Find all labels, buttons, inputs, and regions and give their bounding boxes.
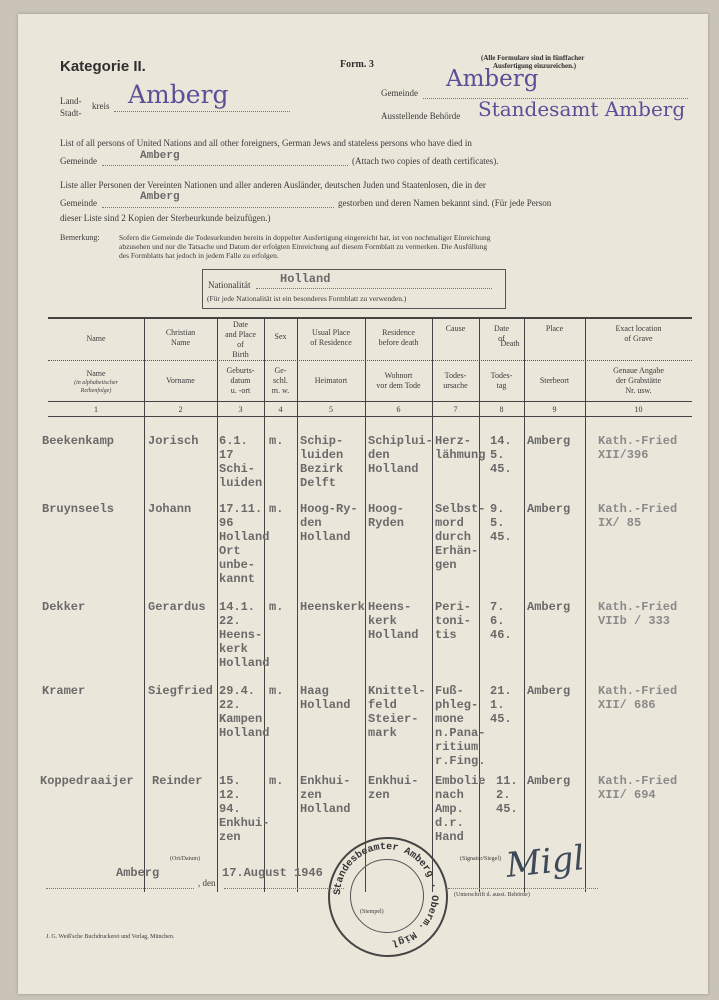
table-row-3-sterbeort: Amberg [527,600,571,614]
header-en-death: Death [500,339,520,348]
table-row-4-name: Kramer [42,684,86,698]
stempel-label: (Stempel) [360,909,384,915]
header-de-name: Name [86,369,106,378]
col-number-10: 10 [634,405,643,414]
stamp-ring-text [328,837,444,953]
table-row-2-geschlecht: m. [269,502,284,516]
header-en-grave: Exact location of Grave [615,324,662,343]
nationality-value: Holland [280,272,331,286]
intro-german-line2-suffix: gestorben und deren Namen bekannt sind. (Für jede Person [338,198,552,208]
header-de-grabstaette: Genaue Angabe der Grabstätte Nr. usw. [613,366,664,395]
bemerkung-line3: des Formblatts hat jedoch in jedem Falle zu erfolgen. [119,251,279,260]
header-en-cause: Cause [445,324,466,333]
table-row-4-geburt: 29.4. 22. Kampen Holland [219,684,270,740]
header-en-residence-before-death: Residence before death [378,328,419,347]
table-row-2-name: Bruynseels [42,502,115,516]
kreis-label: kreis [92,101,110,111]
document-sheet [18,14,708,994]
table-row-1-geschlecht: m. [269,434,284,448]
table-row-4-sterbeort: Amberg [527,684,571,698]
table-row-5-grab: Kath.-Fried XII/ 694 [598,774,678,802]
intro-german-gemeinde-value: Amberg [140,191,180,203]
table-row-3-vorname: Gerardus [148,600,206,614]
bemerkung-label: Bemerkung: [60,233,100,242]
col-number-5: 5 [329,405,333,414]
header-de-todesursache: Todes- ursache [443,371,468,390]
col-number-9: 9 [552,405,557,414]
table-row-1-geburt: 6.1. 17 Schi- luiden [219,434,263,490]
table-row-1-vorname: Jorisch [148,434,199,448]
land-label: Land- [60,96,82,106]
table-row-5-ursache: Embolie nach Amp. d.r. Hand [435,774,486,844]
table-row-5-geburt: 15. 12. 94. Enkhui- zen [219,774,270,844]
ort-datum-label: (Ort/Datum) [170,856,200,862]
col-number-3: 3 [238,405,243,414]
table-row-1-grab: Kath.-Fried XII/396 [598,434,678,462]
intro-german-line1: Liste aller Personen der Vereinten Nationen und aller anderen Ausländer, deutschen Juden und Staatenlosen, die in der [60,180,486,190]
form-note-2: Ausfertigung einzureichen.) [493,62,577,70]
col-divider-2 [217,317,218,892]
intro-english-gemeinde-value: Amberg [140,150,180,162]
ort-line [46,888,194,889]
handwritten-signature: Migl [504,838,587,886]
table-row-4-grab: Kath.-Fried XII/ 686 [598,684,678,712]
table-row-4-wohnort: Knittel- feld Steier- mark [368,684,426,740]
header-en-name: Name [86,334,106,343]
stadt-label: Stadt- [60,108,82,118]
table-row-1-name: Beekenkamp [42,434,115,448]
form-number: Form. 3 [340,59,374,70]
header-de-name-note: (in alphabetischer Reihenfolge) [74,380,118,394]
behoerde-label: Ausstellende Behörde [381,111,461,121]
col-divider-6 [432,317,433,892]
kategorie-label: Kategorie II. [60,58,146,75]
official-round-stamp [328,837,448,957]
table-row-5-todestag: 11. 2. 45. [496,774,518,816]
intro-german-gemeinde-label: Gemeinde [60,198,97,208]
signatur-label: (Signatur/Siegel) [460,856,501,862]
nationality-label: Nationalität [208,280,251,290]
header-en-birth: Date and Place of Birth [225,320,256,359]
gemeinde-stamp: Amberg [446,66,539,92]
col-number-4: 4 [278,405,283,414]
header-en-christian-name: Christian Name [165,328,196,347]
header-de-todestag: Todes- tag [490,371,513,390]
nationality-line [256,288,492,289]
table-row-4-heimatort: Haag Holland [300,684,351,712]
table-row-1-ursache: Herz- lähmung [435,434,486,462]
header-en-usual-residence: Usual Place of Residence [310,328,352,347]
col-number-8: 8 [499,405,504,414]
behoerde-stamp: Standesamt Amberg [478,97,686,121]
den-label: , den [198,878,216,888]
table-row-1-wohnort: Schiplui- den Holland [368,434,433,476]
intro-english-line [102,165,348,166]
table-row-2-todestag: 9. 5. 45. [490,502,512,544]
table-row-4-ursache: Fuß- phleg- mone n.Pana- ritium r.Fing. [435,684,486,768]
date-value: 17.August 1946 [222,866,323,880]
date-line [224,888,344,889]
table-row-5-vorname: Reinder [152,774,203,788]
header-de-heimatort: Heimatort [314,376,348,385]
intro-english-suffix: (Attach two copies of death certificates). [352,156,499,166]
table-row-5-name: Koppedraaijer [40,774,134,788]
col-number-6: 6 [396,405,401,414]
table-row-3-ursache: Peri- toni- tis [435,600,472,642]
ort-value: Amberg [116,866,160,880]
kreis-line [114,111,290,112]
gemeinde-label: Gemeinde [381,88,418,98]
form-note-1: (Alle Formulare sind in fünffacher [481,54,585,62]
table-row-2-wohnort: Hoog- Ryden [368,502,405,530]
bemerkung-line2: abzusehen und nur die Tatsache und Datum der erfolgten Einreichung auf diesem Formblatt zu vermerken. Die Ausfüllung [119,242,488,251]
col-divider-8 [524,317,525,892]
header-en-place: Place [545,324,564,333]
table-row-2-heimatort: Hoog-Ry- den Holland [300,502,358,544]
table-row-4-todestag: 21. 1. 45. [490,684,512,726]
header-de-vorname: Vorname [166,376,195,385]
header-en-sex: Sex [274,332,287,341]
nationality-note: (Für jede Nationalität ist ein besonderes Formblatt zu verwenden.) [207,294,407,303]
unterschrift-label: (Unterschrift d. ausst. Behörde) [454,892,530,898]
header-de-geburt: Geburts- datum u. -ort [226,366,255,395]
col-divider-5 [365,317,366,892]
table-row-1-todestag: 14. 5. 45. [490,434,512,476]
table-row-3-heimatort: Heenskerk [300,600,365,614]
col-divider-4 [297,317,298,892]
svg-text:Standesbeamter Amberg · Oberm.: Standesbeamter Amberg · Oberm. Migl [332,841,440,948]
bemerkung-line1: Sofern die Gemeinde die Todesurkunden bereits in doppelter Ausfertigung eingereicht hat, ist von nochmaliger Einreichung [119,233,491,242]
table-row-4-vorname: Siegfried [148,684,213,698]
table-row-1-heimatort: Schip- luiden Bezirk Delft [300,434,344,490]
signature-line [448,888,598,889]
table-row-3-wohnort: Heens- kerk Holland [368,600,419,642]
table-row-2-ursache: Selbst- mord durch Erhän- gen [435,502,486,572]
table-row-3-geschlecht: m. [269,600,284,614]
table-row-1-sterbeort: Amberg [527,434,571,448]
intro-english-line1: List of all persons of United Nations and all other foreigners, German Jews and stateless persons who have died in [60,138,472,148]
table-row-5-heimatort: Enkhui- zen Holland [300,774,351,816]
table-row-2-sterbeort: Amberg [527,502,571,516]
intro-english-gemeinde-label: Gemeinde [60,156,97,166]
header-de-geschlecht: Ge- schl. m. w. [271,366,290,395]
table-row-3-grab: Kath.-Fried VIIb / 333 [598,600,678,628]
table-row-5-geschlecht: m. [269,774,284,788]
intro-german-line [102,207,334,208]
table-row-5-sterbeort: Amberg [527,774,571,788]
table-row-5-wohnort: Enkhui- zen [368,774,419,802]
col-divider-9 [585,317,586,892]
table-row-2-geburt: 17.11. 96 Holland Ort unbe- kannt [219,502,270,586]
col-number-2: 2 [178,405,183,414]
intro-german-line3: dieser Liste sind 2 Kopien der Sterbeurkunde beizufügen.) [60,213,271,223]
table-row-2-vorname: Johann [148,502,192,516]
col-number-7: 7 [453,405,458,414]
printer-imprint: J. G. Weiß'sche Buchdruckerei und Verlag, München. [46,934,175,940]
table-row-3-geburt: 14.1. 22. Heens- kerk Holland [219,600,270,670]
header-en-date-of: Date of [493,324,510,343]
table-row-3-name: Dekker [42,600,86,614]
table-row-4-geschlecht: m. [269,684,284,698]
table-row-3-todestag: 7. 6. 46. [490,600,512,642]
col-number-1: 1 [94,405,98,414]
col-divider-1 [144,317,145,892]
kreis-stamp: Amberg [128,80,229,109]
table-row-2-grab: Kath.-Fried IX/ 85 [598,502,678,530]
header-de-sterbeort: Sterbeort [539,376,570,385]
header-de-wohnort: Wohnort vor dem Tode [376,371,421,390]
